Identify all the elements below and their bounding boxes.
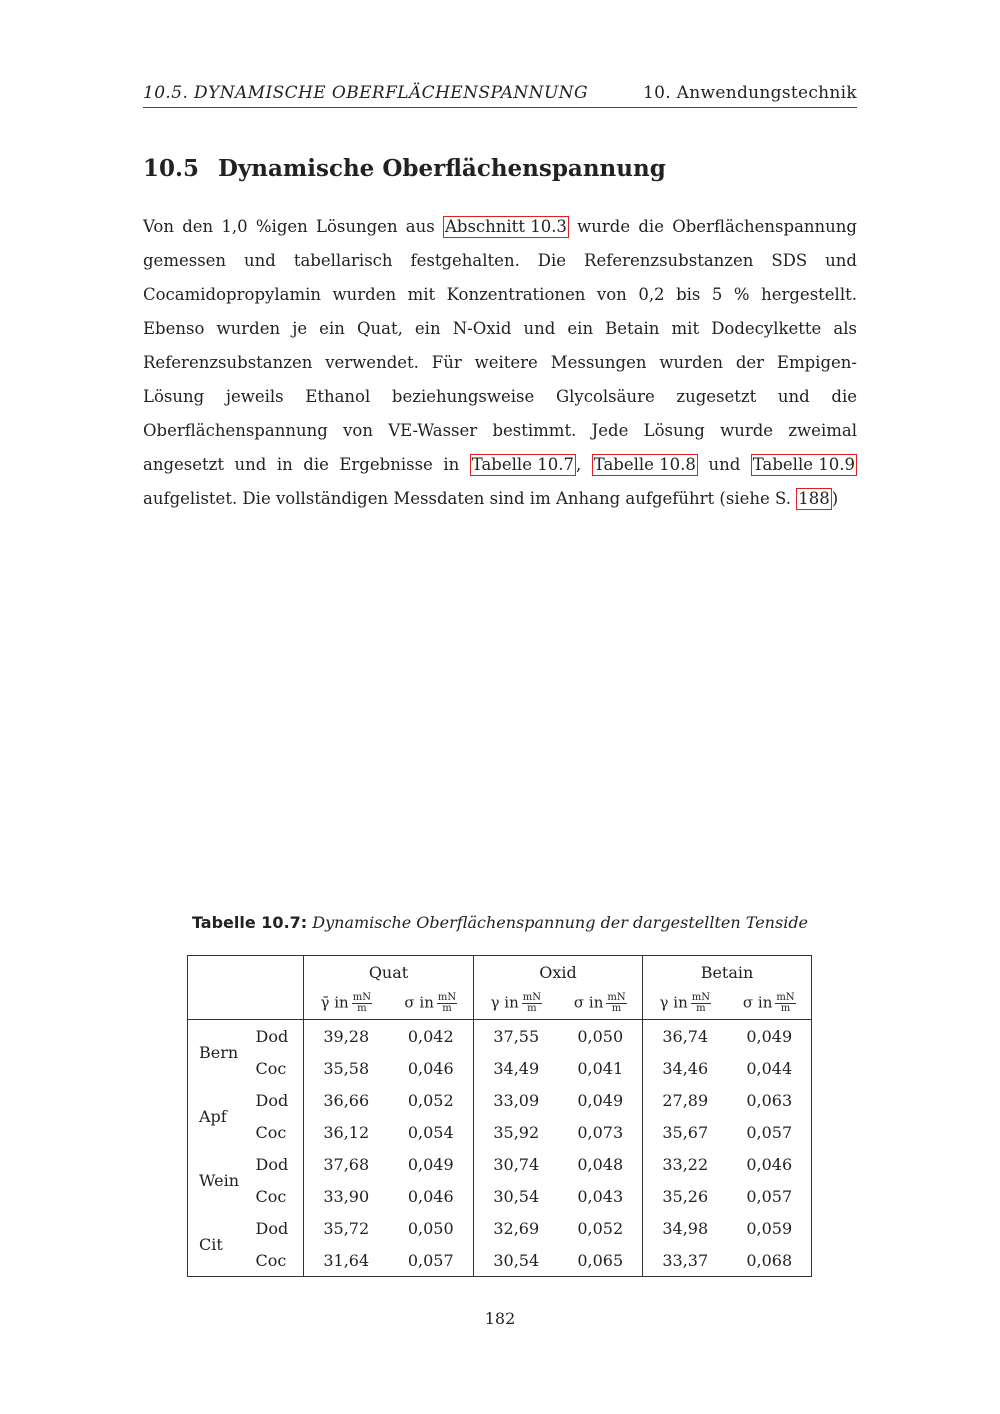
group-header-quat: Quat <box>304 956 474 989</box>
section-heading <box>143 155 666 182</box>
table-cell: 39,28 <box>304 1020 389 1053</box>
link-tabelle-10-9[interactable]: Tabelle 10.9 <box>752 455 855 474</box>
table-cell: 0,049 <box>746 1026 793 1046</box>
table-row <box>188 1244 812 1277</box>
table-cell: 35,67 <box>643 1116 728 1148</box>
running-header-right: 10. Anwendungstechnik <box>643 83 857 103</box>
table-cell: 0,046 <box>746 1154 793 1174</box>
unit-fraction: $\frac{mN}{m}$ <box>522 992 541 1014</box>
table-cell: 37,68 <box>304 1148 389 1180</box>
table-caption <box>0 913 1000 932</box>
table-row <box>188 1212 812 1244</box>
row-group-label: Apf <box>199 1106 227 1126</box>
table-cell: 0,049 <box>407 1154 454 1174</box>
table-corner <box>188 956 304 1020</box>
section-number: 10.5 <box>143 155 200 182</box>
table-cell: 0,065 <box>577 1250 624 1270</box>
table-cell: 0,042 <box>407 1026 454 1046</box>
row-sub-label: Coc <box>255 1058 287 1078</box>
table-cell: 0,044 <box>746 1058 793 1078</box>
table-cell: 0,059 <box>746 1218 793 1238</box>
row-sub-label: Dod <box>255 1090 289 1110</box>
table-cell: 36,66 <box>304 1084 389 1116</box>
unit-fraction: $\frac{mN}{m}$ <box>607 992 626 1014</box>
row-sub-label: Coc <box>255 1122 287 1142</box>
table-row <box>188 1052 812 1084</box>
table-cell: 0,057 <box>407 1250 454 1270</box>
column-header: σ in $\frac{mN}{m}$ <box>389 988 474 1020</box>
row-sub-label: Dod <box>255 1154 289 1174</box>
table-cell: 33,37 <box>643 1244 728 1277</box>
table-cell: 33,22 <box>643 1148 728 1180</box>
table-cell: 30,74 <box>474 1148 559 1180</box>
table-cell: 0,068 <box>746 1250 793 1270</box>
table-row <box>188 1020 812 1053</box>
group-header-oxid: Oxid <box>474 956 643 989</box>
table-cell: 33,90 <box>304 1180 389 1212</box>
row-group-label: Cit <box>199 1234 223 1254</box>
unit-fraction: $\frac{mN}{m}$ <box>691 992 710 1014</box>
running-header-left: 10.5. DYNAMISCHE OBERFLÄCHENSPANNUNG <box>143 83 588 103</box>
running-header <box>143 83 857 108</box>
table-cell: 35,72 <box>304 1212 389 1244</box>
table-cell: 0,050 <box>577 1026 624 1046</box>
table-row <box>188 1180 812 1212</box>
paragraph-text: Von den 1,0 %igen Lösungen aus <box>143 217 443 236</box>
table-cell: 0,057 <box>746 1122 793 1142</box>
data-table-container <box>187 955 811 1277</box>
column-header: σ in $\frac{mN}{m}$ <box>559 988 643 1020</box>
link-tabelle-10-8[interactable]: Tabelle 10.8 <box>593 455 696 474</box>
table-cell: 0,073 <box>577 1122 624 1142</box>
row-sub-label: Dod <box>255 1218 289 1238</box>
link-abschnitt-10-3[interactable]: Abschnitt 10.3 <box>444 217 567 236</box>
column-header: γ in $\frac{mN}{m}$ <box>474 988 559 1020</box>
table-cell: 0,043 <box>577 1186 624 1206</box>
table-body <box>188 1020 812 1277</box>
table-cell: 32,69 <box>474 1212 559 1244</box>
table-cell: 0,063 <box>746 1090 793 1110</box>
table-cell: 0,052 <box>407 1090 454 1110</box>
column-header: σ in $\frac{mN}{m}$ <box>728 988 812 1020</box>
table-cell: 0,050 <box>407 1218 454 1238</box>
table-cell: 0,052 <box>577 1218 624 1238</box>
column-header: γ in $\frac{mN}{m}$ <box>643 988 728 1020</box>
table-cell: 0,048 <box>577 1154 624 1174</box>
surface-tension-table <box>187 955 812 1277</box>
body-paragraph <box>143 210 857 516</box>
unit-fraction: $\frac{mN}{m}$ <box>437 992 457 1014</box>
group-header-betain: Betain <box>643 956 812 989</box>
table-cell: 27,89 <box>643 1084 728 1116</box>
link-tabelle-10-7[interactable]: Tabelle 10.7 <box>471 455 574 474</box>
table-caption-label: Tabelle 10.7: <box>191 913 308 932</box>
table-cell: 35,26 <box>643 1180 728 1212</box>
table-cell: 0,049 <box>577 1090 624 1110</box>
section-title: Dynamische Oberflächenspannung <box>218 155 666 182</box>
link-page-188[interactable]: 188 <box>798 489 830 508</box>
table-cell: 33,09 <box>474 1084 559 1116</box>
row-sub-label: Dod <box>255 1026 289 1046</box>
page-number: 182 <box>484 1309 516 1328</box>
table-row <box>188 1116 812 1148</box>
unit-fraction: $\frac{mN}{m}$ <box>776 992 795 1014</box>
unit-fraction: $\frac{mN}{m}$ <box>352 992 371 1014</box>
table-cell: 30,54 <box>474 1244 559 1277</box>
row-group-label: Bern <box>199 1042 239 1062</box>
row-sub-label: Coc <box>255 1186 287 1206</box>
table-cell: 30,54 <box>474 1180 559 1212</box>
table-cell: 36,12 <box>304 1116 389 1148</box>
table-row <box>188 1148 812 1180</box>
table-cell: 35,58 <box>304 1052 389 1084</box>
table-cell: 0,046 <box>407 1058 454 1078</box>
paragraph-text: ) <box>831 489 839 508</box>
row-group-label: Wein <box>199 1170 240 1190</box>
paragraph-text: , <box>575 455 592 474</box>
table-cell: 35,92 <box>474 1116 559 1148</box>
table-cell: 31,64 <box>304 1244 389 1277</box>
paragraph-text: aufgelistet. Die vollständigen Messdaten sind im Anhang aufgeführt (siehe S. <box>143 489 797 508</box>
table-cell: 34,46 <box>643 1052 728 1084</box>
table-cell: 34,49 <box>474 1052 559 1084</box>
table-cell: 34,98 <box>643 1212 728 1244</box>
table-row <box>188 1084 812 1116</box>
table-cell: 36,74 <box>643 1020 728 1053</box>
table-cell: 0,046 <box>407 1186 454 1206</box>
paragraph-text: wurde die Oberflächenspannung gemessen und tabellarisch festgehalten. Die Referenzsubstanzen SDS und Cocamidopropylamin wurden mit Konzentrationen von 0,2 bis 5 % hergestellt. Ebenso wurden je ein Quat, ein N-Oxid und ein Betain mit Dodecylkette als Referenzsubstanzen verwendet. Für weitere Messungen wurden der Empigen-Lösung jeweils Ethanol beziehungsweise Glycolsäure zugesetzt und die Oberflächenspannung von VE-Wasser bestimmt. Jede Lösung wurde zweimal angesetzt und in die Ergebnisse in <box>143 217 857 474</box>
table-cell: 0,054 <box>407 1122 454 1142</box>
table-caption-text: Dynamische Oberflächenspannung der dargestellten Tenside <box>312 913 809 932</box>
table-cell: 37,55 <box>474 1020 559 1053</box>
column-header: γ̄ in $\frac{mN}{m}$ <box>304 988 389 1020</box>
paragraph-text: und <box>697 455 751 474</box>
table-cell: 0,041 <box>577 1058 624 1078</box>
row-sub-label: Coc <box>255 1250 287 1270</box>
table-cell: 0,057 <box>746 1186 793 1206</box>
